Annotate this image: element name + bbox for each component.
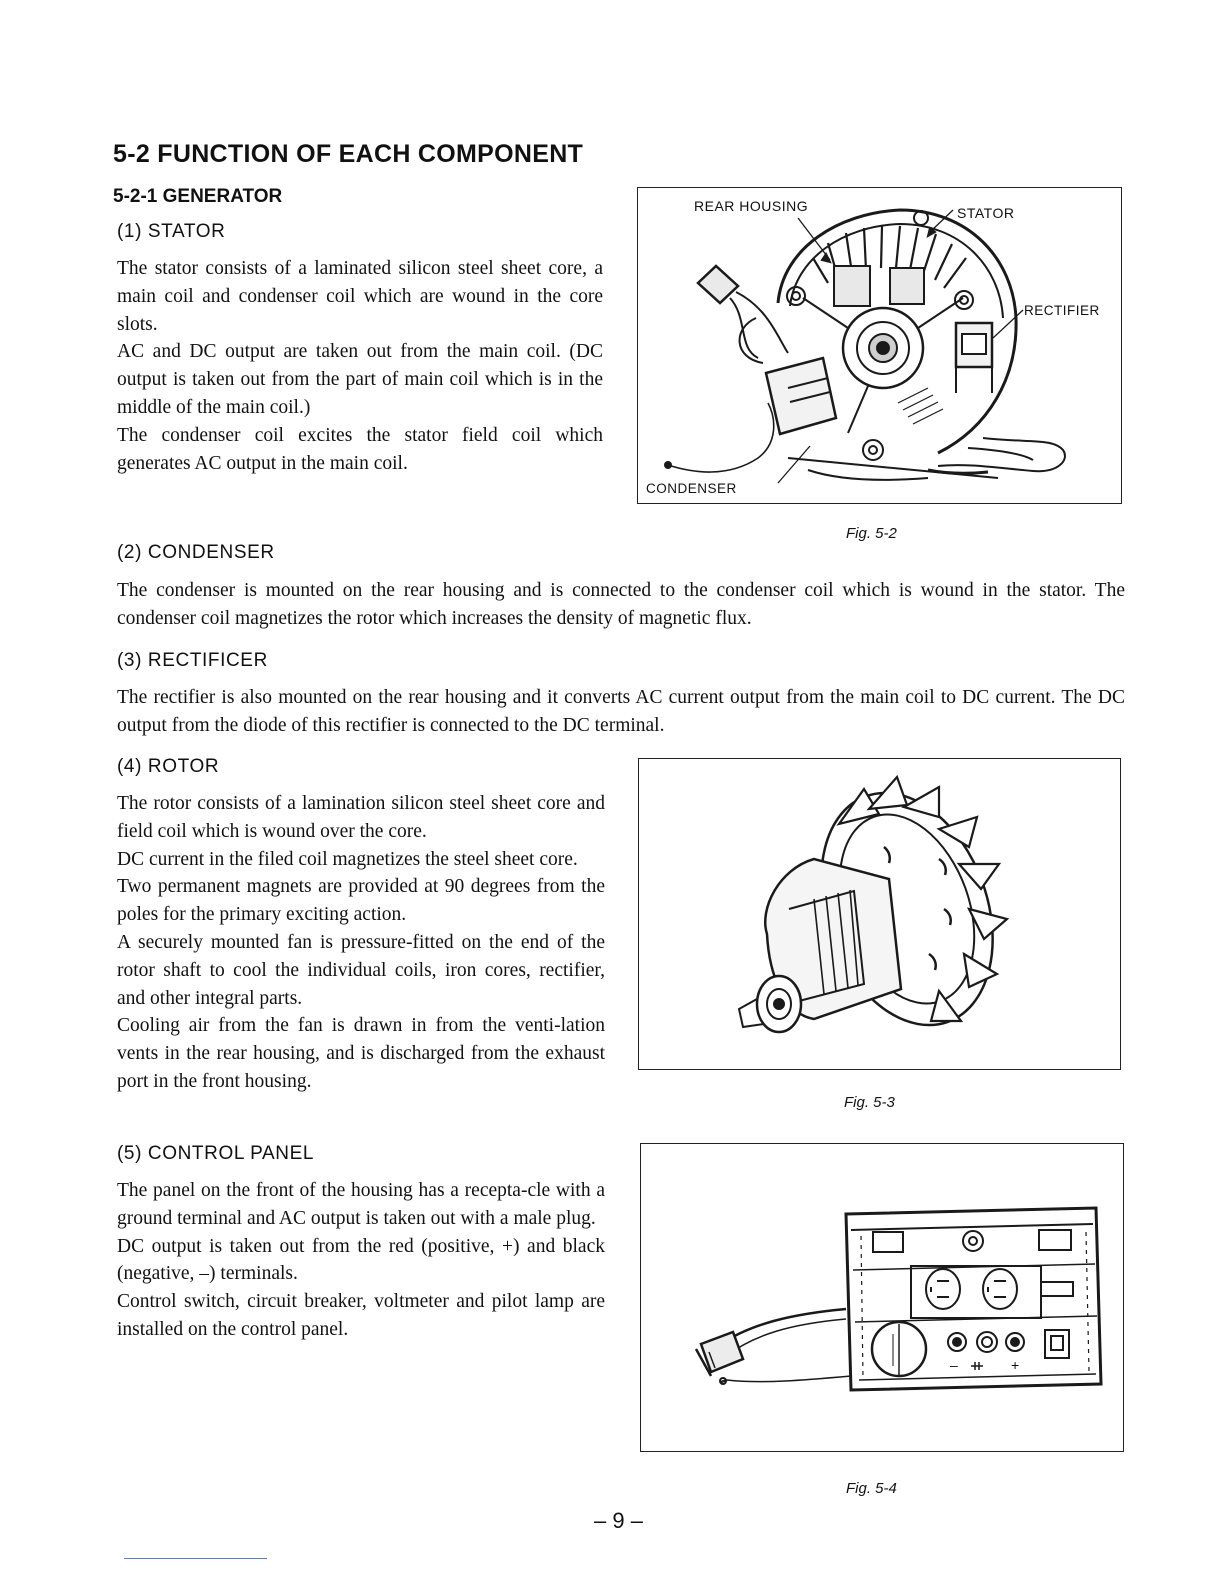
label-stator: STATOR [957, 205, 1015, 221]
rectificer-heading: (3) RECTIFICER [117, 650, 268, 671]
stator-paragraph [117, 255, 603, 477]
stator-line-1: The stator consists of a laminated silicon steel sheet core, a main coil and condenser coil which are wound in the core slots. [117, 258, 603, 335]
rotor-line-3: Two permanent magnets are provided at 90 degrees from the poles for the primary exciting action. [117, 876, 605, 926]
label-rear-housing: REAR HOUSING [694, 198, 809, 214]
panel-heading: (5) CONTROL PANEL [117, 1143, 315, 1164]
rotor-line-1: The rotor consists of a lamination silicon steel sheet core and field coil which is wound over the core. [117, 793, 605, 842]
section-title: 5-2 FUNCTION OF EACH COMPONENT [113, 140, 584, 168]
panel-line-3: Control switch, circuit breaker, voltmeter and pilot lamp are installed on the control panel. [117, 1291, 605, 1340]
caption-fig-5-2: Fig. 5-2 [846, 525, 897, 542]
footer-rule [124, 1558, 267, 1559]
label-condenser: CONDENSER [646, 481, 737, 496]
rotor-line-5: Cooling air from the fan is drawn in from the venti-lation vents in the rear housing, and is discharged from the exhaust port in the front housing. [117, 1015, 605, 1092]
figure-5-2 [637, 187, 1122, 504]
rotor-line-4: A securely mounted fan is pressure-fitted on the end of the rotor shaft to cool the individual coils, iron cores, rectifier, and other integral parts. [117, 931, 605, 1009]
caption-fig-5-3: Fig. 5-3 [844, 1094, 895, 1111]
stator-line-2: AC and DC output are taken out from the main coil. (DC output is taken out from the part of main coil which is in the middle of the main coil.) [117, 341, 603, 418]
stator-heading: (1) STATOR [117, 221, 226, 242]
panel-paragraph [117, 1177, 605, 1344]
rectificer-paragraph [117, 684, 1125, 740]
condenser-paragraph [117, 577, 1125, 633]
label-rectifier: RECTIFIER [1024, 303, 1100, 318]
rotor-illustration [639, 759, 1121, 1070]
panel-line-2: DC output is taken out from the red (positive, +) and black (negative, –) terminals. [117, 1235, 605, 1285]
rotor-heading: (4) ROTOR [117, 756, 220, 777]
condenser-heading: (2) CONDENSER [117, 542, 275, 563]
control-panel-illustration [641, 1144, 1124, 1452]
panel-line-1: The panel on the front of the housing has a recepta-cle with a ground terminal and AC output is taken out with a male plug. [117, 1180, 605, 1229]
rectificer-text: The rectifier is also mounted on the rear housing and it converts AC current output from the main coil to DC current. The DC output from the diode of this rectifier is connected to the DC terminal. [117, 687, 1125, 736]
stator-line-3: The condenser coil excites the stator field coil which generates AC output in the main coil. [117, 424, 603, 474]
caption-fig-5-4: Fig. 5-4 [846, 1480, 897, 1497]
condenser-text: The condenser is mounted on the rear housing and is connected to the condenser coil which is wound in the stator. The condenser coil magnetizes the rotor which increases the density of magnetic flux. [117, 580, 1125, 629]
rotor-line-2: DC current in the filed coil magnetizes the steel sheet core. [117, 848, 578, 870]
terminal-plus-label: + [1011, 1357, 1020, 1373]
subsection-title: 5-2-1 GENERATOR [113, 186, 283, 207]
stator-illustration [638, 188, 1122, 504]
rotor-paragraph [117, 790, 605, 1096]
page-number: – 9 – [594, 1508, 643, 1533]
terminal-minus-label: – [950, 1357, 958, 1373]
figure-5-4 [640, 1143, 1124, 1452]
figure-5-3 [638, 758, 1121, 1070]
